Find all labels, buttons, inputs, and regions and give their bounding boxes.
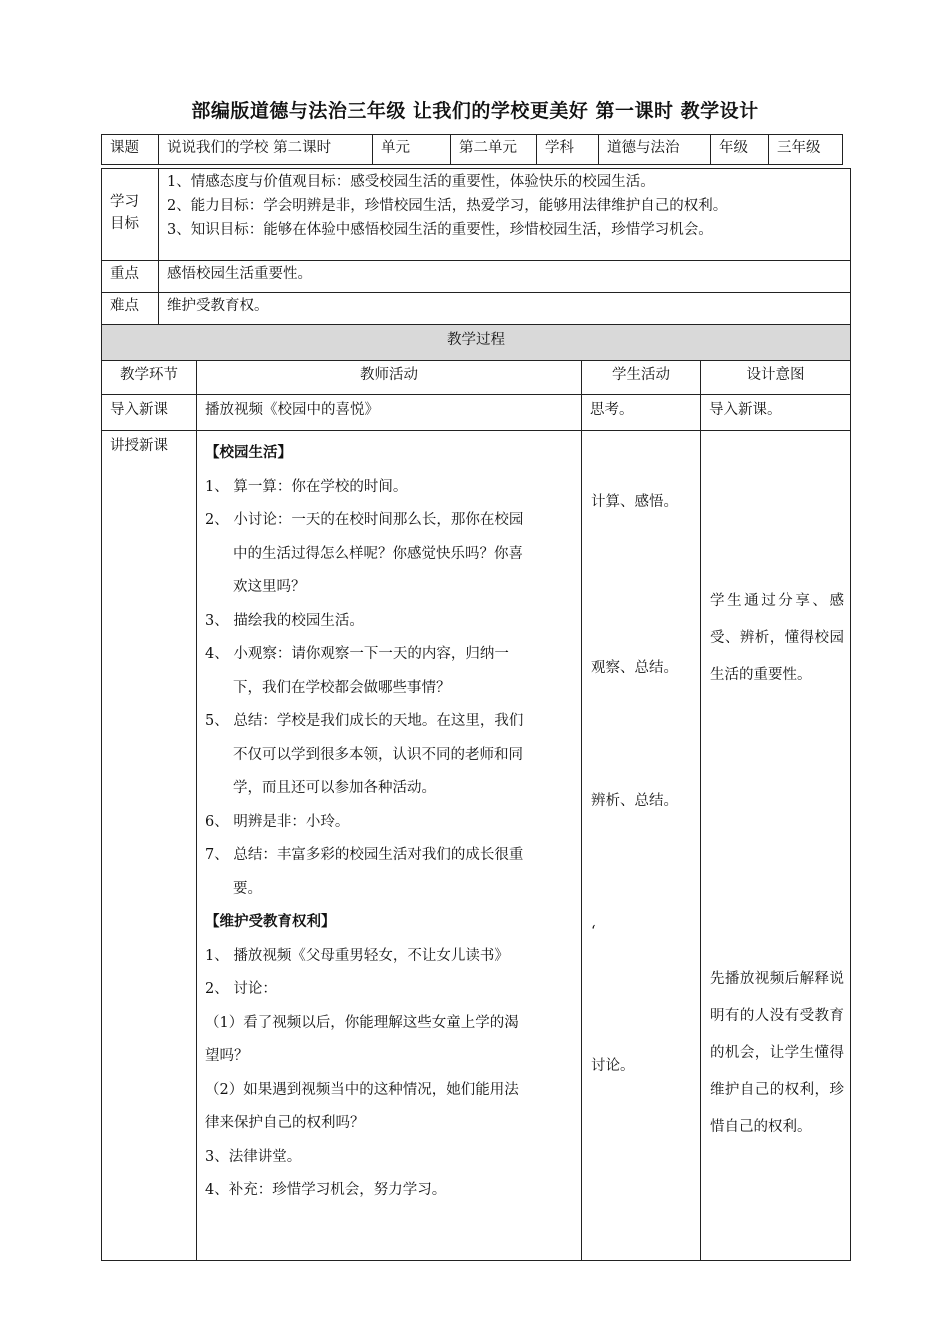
column-header: 教师活动 [197, 361, 582, 395]
process-heading: 教学过程 [102, 325, 851, 361]
intro-teacher: 播放视频《校园中的喜悦》 [197, 395, 582, 431]
subject-value: 道德与法治 [599, 135, 711, 165]
key-point-value: 感悟校园生活重要性。 [159, 261, 851, 293]
goals-label-cell [102, 169, 159, 261]
goals-label-line2: 目标 [110, 216, 139, 232]
grade-label: 年级 [711, 135, 769, 165]
goals-table [101, 168, 851, 325]
student-activity: ‘ [591, 924, 596, 940]
teacher-line: 4、补充：珍惜学习机会，努力学习。 [205, 1182, 447, 1198]
student-activity: 辨析、总结。 [591, 793, 678, 809]
main-teacher [197, 431, 582, 1261]
grade-value: 三年级 [769, 135, 843, 165]
topic-value: 说说我们的学校 第二课时 [159, 135, 373, 165]
teacher-line: 1、 算一算：你在学校的时间。 [205, 478, 408, 495]
main-student [582, 431, 701, 1261]
section-title: 【维护受教育权利】 [205, 914, 336, 930]
teacher-line: 下，我们在学校都会做哪些事情？ [233, 679, 451, 696]
teacher-line: 5、 总结：学校是我们成长的天地。在这里，我们 [205, 713, 524, 729]
goal-item: 1、情感态度与价值观目标：感受校园生活的重要性，体验快乐的校园生活。 [167, 174, 655, 190]
student-activity: 计算、感悟。 [591, 494, 678, 510]
goal-item: 3、知识目标：能够在体验中感悟校园生活的重要性，珍惜校园生活，珍惜学习机会。 [167, 222, 713, 238]
subject-label: 学科 [537, 135, 599, 165]
main-intent [701, 431, 851, 1261]
main-stage: 讲授新课 [102, 431, 197, 1261]
design-intent: 先播放视频后解释说明有的人没有受教育的机会，让学生懂得维护自己的权利，珍惜自己的权利。 [710, 971, 844, 1135]
teacher-line: 2、 小讨论：一天的在校时间那么长，那你在校园 [205, 512, 524, 528]
section-title: 【校园生活】 [205, 445, 292, 461]
key-point-label: 重点 [102, 261, 159, 293]
unit-label: 单元 [373, 135, 451, 165]
teacher-line: 3、法律讲堂。 [205, 1148, 302, 1165]
topic-label: 课题 [102, 135, 159, 165]
teacher-line: 不仅可以学到很多本领，认识不同的老师和同 [233, 746, 523, 763]
process-table [101, 324, 851, 1261]
teacher-line: 学，而且还可以参加各种活动。 [233, 780, 436, 796]
teacher-line: 6、 明辨是非：小玲。 [205, 813, 350, 830]
difficulty-value: 维护受教育权。 [159, 293, 851, 325]
teacher-line: 7、 总结：丰富多彩的校园生活对我们的成长很重 [205, 847, 524, 863]
design-intent: 学生通过分享、感受、辨析，懂得校园生活的重要性。 [710, 593, 844, 683]
column-header: 学生活动 [582, 361, 701, 395]
intro-stage: 导入新课 [102, 395, 197, 431]
difficulty-label: 难点 [102, 293, 159, 325]
goals-content [159, 169, 851, 261]
column-header: 教学环节 [102, 361, 197, 395]
teacher-line: 4、 小观察：请你观察一下一天的内容，归纳一 [205, 646, 509, 662]
teacher-line: （1）看了视频以后，你能理解这些女童上学的渴 [205, 1014, 519, 1031]
teacher-line: （2）如果遇到视频当中的这种情况，她们能用法 [205, 1081, 519, 1098]
teacher-line: 要。 [233, 880, 262, 897]
teacher-line: 欢这里吗？ [233, 579, 306, 595]
teacher-line: 律来保护自己的权利吗？ [205, 1115, 365, 1131]
info-table [101, 134, 843, 165]
document-title: 部编版道德与法治三年级 让我们的学校更美好 第一课时 教学设计 [191, 100, 759, 122]
unit-value: 第二单元 [451, 135, 537, 165]
intro-student: 思考。 [582, 395, 701, 431]
teacher-line: 1、 播放视频《父母重男轻女，不让女儿读书》 [205, 947, 509, 964]
goal-item: 2、能力目标：学会明辨是非，珍惜校园生活，热爱学习，能够用法律维护自己的权利。 [167, 198, 728, 214]
column-header: 设计意图 [701, 361, 851, 395]
teacher-line: 2、 讨论： [205, 981, 277, 997]
student-activity: 观察、总结。 [591, 660, 678, 676]
student-activity: 讨论。 [591, 1058, 635, 1074]
intro-intent: 导入新课。 [701, 395, 851, 431]
teacher-line: 望吗？ [205, 1048, 249, 1064]
goals-label-line1: 学习 [110, 194, 139, 210]
teacher-line: 中的生活过得怎么样呢？你感觉快乐吗？你喜 [233, 545, 523, 562]
teacher-line: 3、 描绘我的校园生活。 [205, 612, 364, 629]
